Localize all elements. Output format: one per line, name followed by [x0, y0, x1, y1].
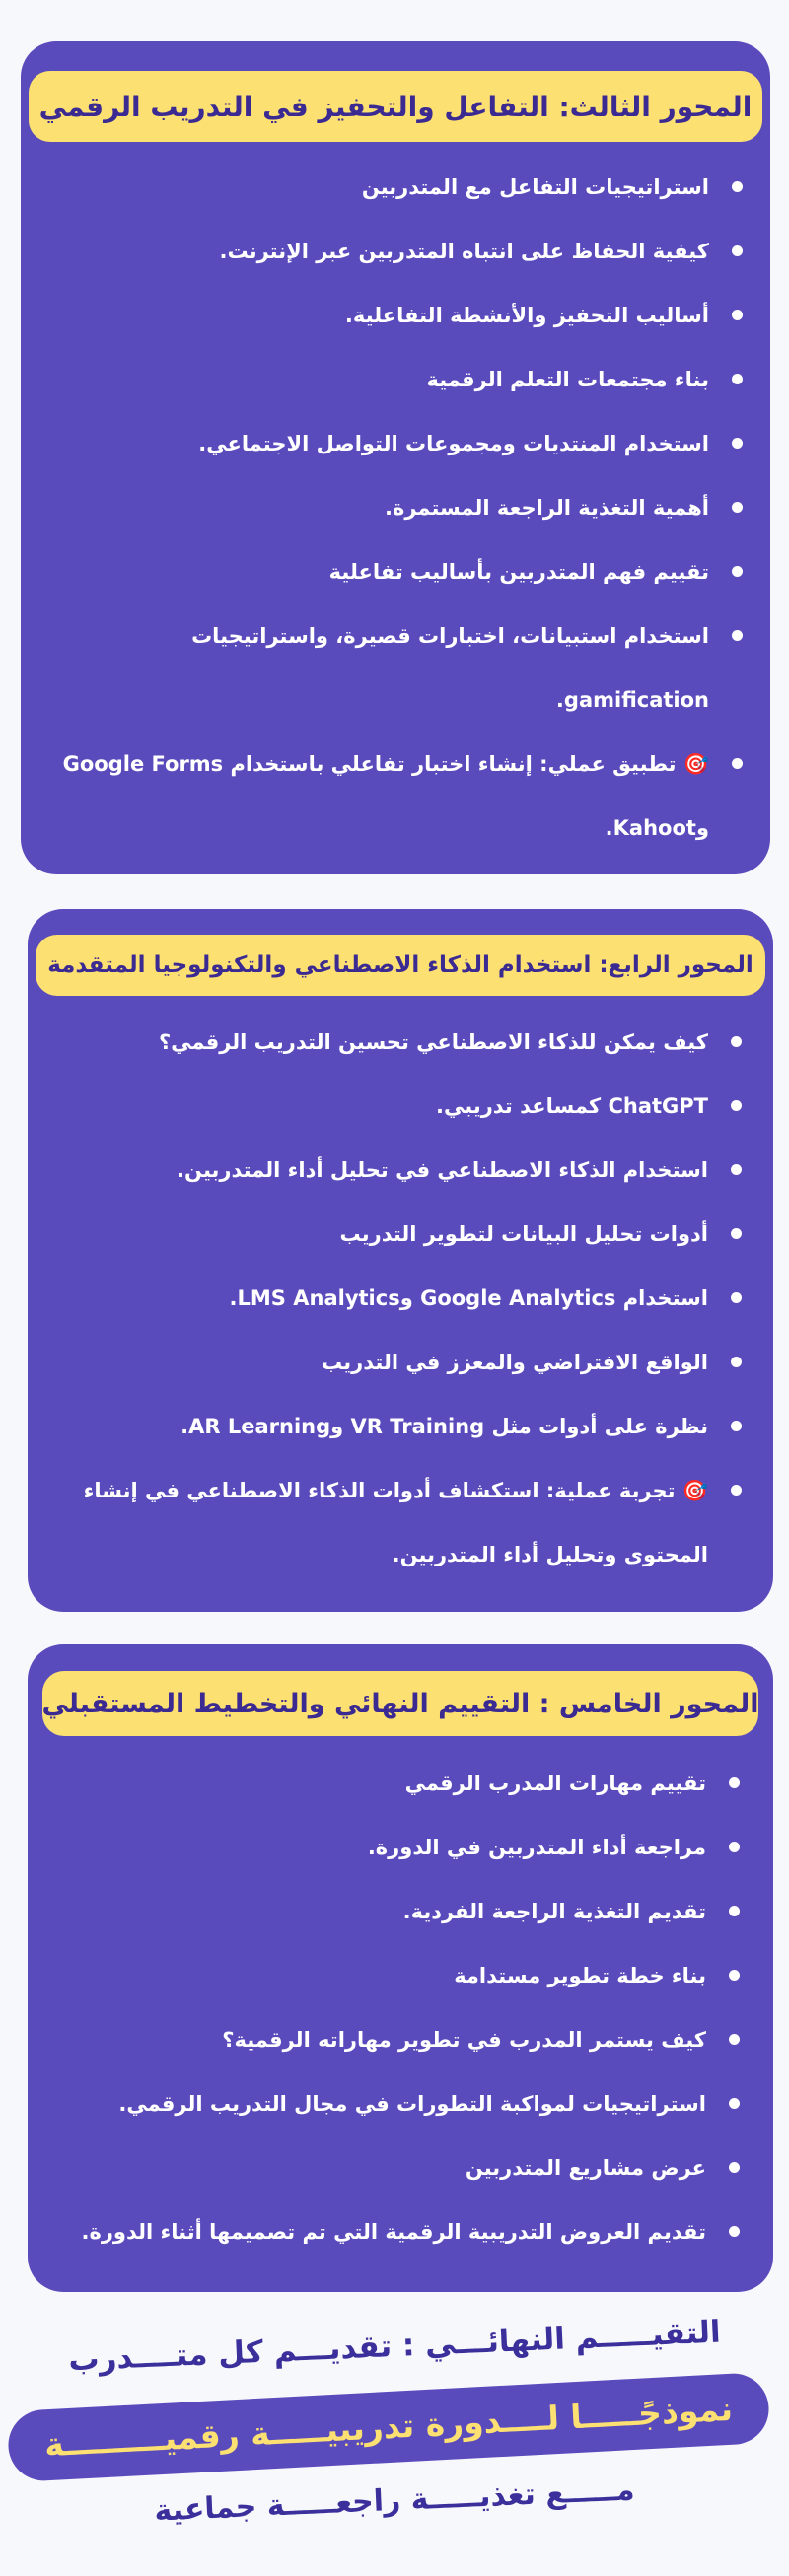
bullet-icon — [729, 2098, 740, 2109]
list-item-text: أدوات تحليل البيانات لتطوير التدريب — [339, 1222, 708, 1246]
list-item-text: 🎯 تطبيق عملي: إنشاء اختبار تفاعلي باستخدام Google Forms وKahoot. — [62, 752, 709, 840]
list-item-text: استخدام المنتديات ومجموعات التواصل الاجتماعي. — [198, 432, 709, 455]
topic-list — [55, 1010, 746, 1587]
bullet-icon — [732, 438, 743, 449]
list-item-text: مراجعة أداء المتدربين في الدورة. — [367, 1836, 706, 1859]
bullet-icon — [731, 1228, 742, 1239]
topic-list — [44, 156, 747, 861]
section-card-4 — [28, 909, 773, 1612]
list-item — [44, 220, 747, 284]
bullet-icon — [732, 245, 743, 256]
section-title: المحور الخامس : التقييم النهائي والتخطيط المستقبلي — [42, 1671, 758, 1736]
list-item-text: كيف يمكن للذكاء الاصطناعي تحسين التدريب الرقمي؟ — [158, 1030, 708, 1054]
list-item — [57, 2072, 744, 2136]
list-item-text: بناء خطة تطوير مستدامة — [454, 1964, 706, 1987]
list-item — [44, 348, 747, 412]
list-item — [57, 2008, 744, 2072]
bullet-icon — [732, 374, 743, 384]
bullet-icon — [731, 1036, 742, 1047]
topic-list — [57, 1752, 744, 2264]
bullet-icon — [732, 630, 743, 641]
list-item-text: تقديم التغذية الراجعة الفردية. — [402, 1900, 706, 1923]
list-item — [55, 1010, 746, 1075]
list-item — [57, 1752, 744, 1816]
list-item-text: تقييم فهم المتدربين بأساليب تفاعلية — [328, 560, 709, 584]
list-item-text: أساليب التحفيز والأنشطة التفاعلية. — [344, 304, 709, 327]
list-item — [44, 604, 747, 732]
bullet-icon — [729, 2034, 740, 2045]
bullet-icon — [729, 1777, 740, 1788]
list-item — [55, 1395, 746, 1459]
bullet-icon — [732, 758, 743, 769]
bullet-icon — [729, 2162, 740, 2173]
section-card-5 — [28, 1644, 773, 2292]
list-item-text: أهمية التغذية الراجعة المستمرة. — [384, 496, 709, 520]
list-item — [57, 2200, 744, 2264]
list-item-text: الواقع الافتراضي والمعزز في التدريب — [322, 1351, 708, 1374]
bullet-icon — [729, 1842, 740, 1852]
list-item-text: استخدام الذكاء الاصطناعي في تحليل أداء المتدربين. — [177, 1158, 708, 1182]
list-item — [55, 1267, 746, 1331]
list-item — [55, 1331, 746, 1395]
list-item — [55, 1459, 746, 1587]
bullet-icon — [732, 502, 743, 513]
bullet-icon — [729, 1906, 740, 1916]
final-assessment-subtext: مـــــع تغذيـــــة راجعـــــة جماعية — [153, 2472, 636, 2529]
list-item — [44, 284, 747, 348]
list-item-text: استخدام Google Analytics وLMS Analytics. — [229, 1287, 708, 1310]
list-item-text: استخدام استبيانات، اختبارات قصيرة، واستراتيجيات gamification. — [191, 624, 709, 712]
list-item-text: تقييم مهارات المدرب الرقمي — [404, 1772, 706, 1795]
bullet-icon — [731, 1485, 742, 1496]
final-assessment-heading: التقيـــــم النهائـــي : تقديـــم كل متــــدرب — [67, 2314, 722, 2379]
bullet-icon — [731, 1292, 742, 1303]
list-item — [57, 1816, 744, 1880]
bullet-icon — [732, 566, 743, 577]
list-item — [57, 1944, 744, 2008]
section-title: المحور الرابع: استخدام الذكاء الاصطناعي والتكنولوجيا المتقدمة — [36, 935, 765, 996]
bullet-icon — [731, 1357, 742, 1367]
list-item — [57, 1880, 744, 1944]
list-item — [55, 1139, 746, 1203]
list-item-text: استراتيجيات لمواكبة التطورات في مجال التدريب الرقمي. — [118, 2092, 706, 2116]
list-item — [44, 412, 747, 476]
list-item — [44, 156, 747, 220]
list-item — [44, 540, 747, 604]
list-item — [57, 2136, 744, 2200]
list-item-text: عرض مشاريع المتدربين — [465, 2156, 706, 2180]
list-item — [55, 1075, 746, 1139]
list-item — [44, 476, 747, 540]
bullet-icon — [732, 181, 743, 192]
section-card-3 — [21, 41, 770, 874]
list-item — [55, 1203, 746, 1267]
bullet-icon — [731, 1100, 742, 1111]
list-item-text: بناء مجتمعات التعلم الرقمية — [426, 368, 709, 391]
bullet-icon — [729, 1970, 740, 1981]
bullet-icon — [732, 310, 743, 320]
final-assessment-highlight: نموذجًـــــا لــــدورة تدريبيـــــة رقميـــــــــة — [7, 2372, 771, 2482]
bullet-icon — [731, 1164, 742, 1175]
bullet-icon — [731, 1421, 742, 1431]
list-item-text: كيف يستمر المدرب في تطوير مهاراته الرقمية؟ — [222, 2028, 706, 2052]
list-item-text: نظرة على أدوات مثل VR Training وAR Learning. — [180, 1415, 708, 1438]
list-item-text: ChatGPT كمساعد تدريبي. — [436, 1094, 708, 1118]
list-item-text: كيفية الحفاظ على انتباه المتدربين عبر الإنترنت. — [219, 240, 709, 263]
section-title: المحور الثالث: التفاعل والتحفيز في التدريب الرقمي — [29, 71, 762, 142]
list-item — [44, 732, 747, 861]
list-item-text: 🎯 تجربة عملية: استكشاف أدوات الذكاء الاصطناعي في إنشاء المحتوى وتحليل أداء المتدربين. — [83, 1479, 708, 1566]
list-item-text: تقديم العروض التدريبية الرقمية التي تم تصميمها أثناء الدورة. — [81, 2220, 706, 2244]
bullet-icon — [729, 2226, 740, 2237]
list-item-text: استراتيجيات التفاعل مع المتدربين — [361, 175, 709, 199]
